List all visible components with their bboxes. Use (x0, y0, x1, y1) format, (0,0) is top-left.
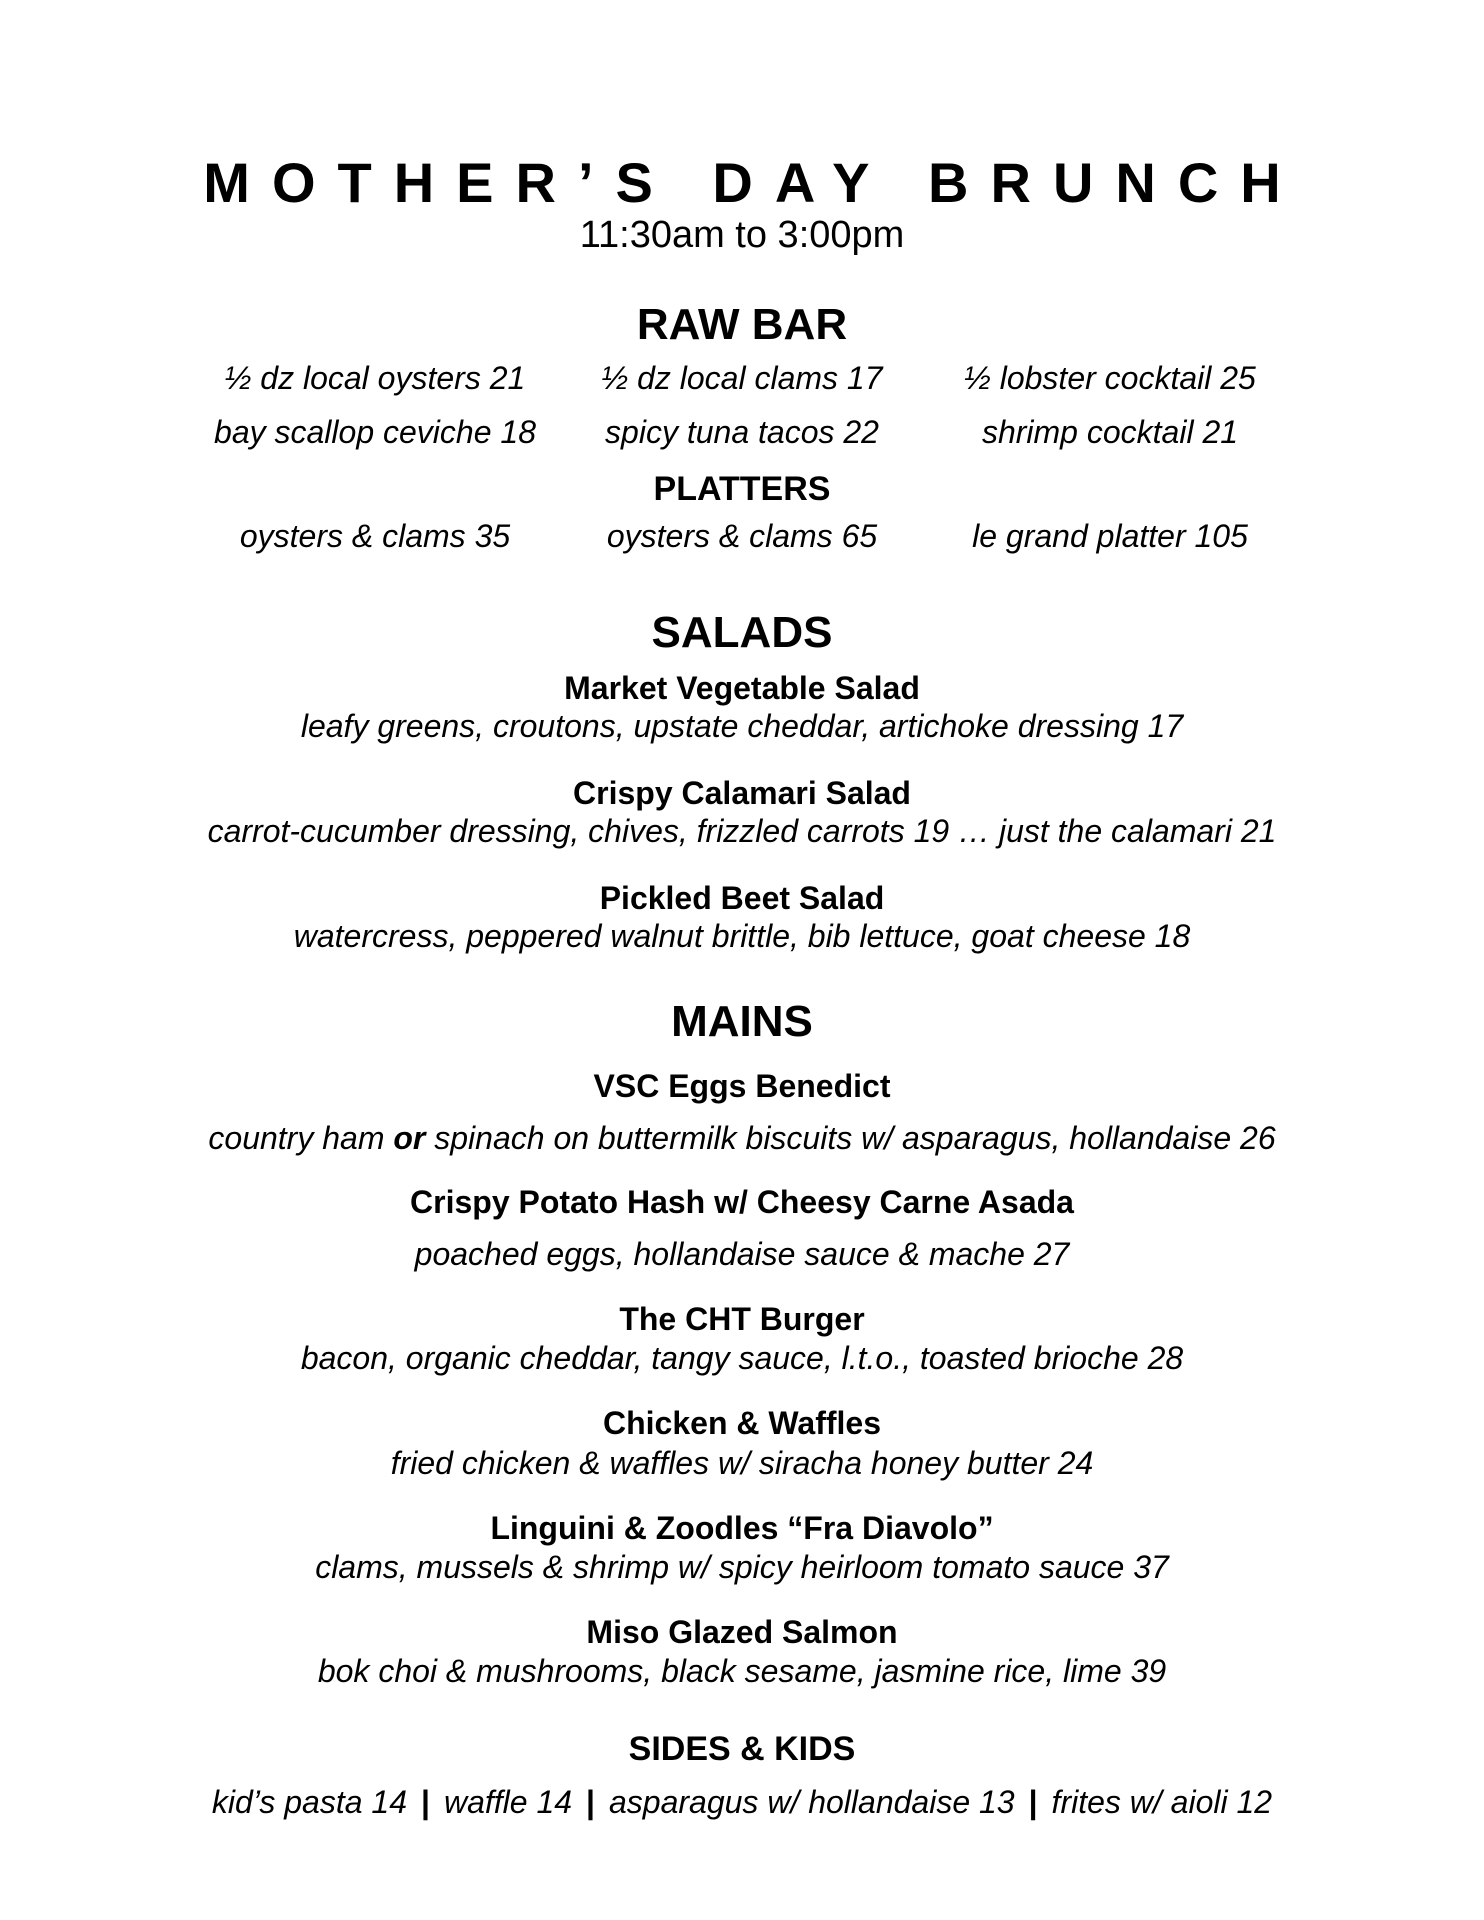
salad-name: Pickled Beet Salad (599, 880, 885, 916)
platter-item: oysters & clams 35 (239, 518, 511, 554)
main-name: The CHT Burger (619, 1301, 865, 1337)
menu-hours: 11:30am to 3:00pm (579, 214, 905, 256)
platters-row (0, 518, 1484, 558)
salad-name: Market Vegetable Salad (564, 670, 920, 706)
platter-item: le grand platter 105 (972, 518, 1248, 554)
benedict-desc-part: spinach on buttermilk biscuits w/ asparagus, hollandaise 26 (425, 1120, 1276, 1156)
raw-bar-row (0, 414, 1484, 454)
raw-bar-item: shrimp cocktail 21 (981, 414, 1239, 450)
salad-description: carrot-cucumber dressing, chives, frizzled carrots 19 … just the calamari 21 (207, 813, 1277, 849)
salad-description: leafy greens, croutons, upstate cheddar, artichoke dressing 17 (300, 708, 1184, 744)
side-item: frites w/ aioli 12 (1051, 1784, 1273, 1820)
sides-line (0, 1784, 1484, 1821)
main-name: Crispy Potato Hash w/ Cheesy Carne Asada (410, 1184, 1074, 1220)
raw-bar-item: ½ lobster cocktail 25 (964, 360, 1256, 396)
benedict-desc-or: or (393, 1120, 426, 1156)
separator-bar: | (586, 1784, 595, 1820)
raw-bar-row (0, 360, 1484, 400)
sides-heading: SIDES & KIDS (628, 1730, 856, 1768)
raw-bar-item: ½ dz local clams 17 (601, 360, 883, 396)
main-description: bacon, organic cheddar, tangy sauce, l.t.o., toasted brioche 28 (300, 1340, 1184, 1376)
main-name: Chicken & Waffles (603, 1405, 881, 1441)
salads-heading: SALADS (651, 608, 833, 657)
salad-description: watercress, peppered walnut brittle, bib lettuce, goat cheese 18 (293, 918, 1191, 954)
side-item: asparagus w/ hollandaise 13 (608, 1784, 1015, 1820)
separator-bar: | (1028, 1784, 1038, 1820)
main-description: clams, mussels & shrimp w/ spicy heirloom tomato sauce 37 (315, 1549, 1169, 1585)
benedict-desc-part: country ham (208, 1120, 394, 1156)
raw-bar-item: bay scallop ceviche 18 (214, 414, 536, 450)
separator-bar: | (421, 1784, 430, 1820)
platter-item: oysters & clams 65 (606, 518, 878, 554)
raw-bar-item: ½ dz local oysters 21 (224, 360, 526, 396)
mains-heading: MAINS (671, 997, 813, 1046)
raw-bar-item: spicy tuna tacos 22 (605, 414, 879, 450)
raw-bar-heading: RAW BAR (636, 300, 848, 349)
menu-title: MOTHER’S DAY BRUNCH (203, 151, 1303, 214)
side-item: waffle 14 (443, 1784, 573, 1820)
main-description: fried chicken & waffles w/ siracha honey butter 24 (390, 1445, 1094, 1481)
main-name: Miso Glazed Salmon (586, 1614, 898, 1650)
platters-heading: PLATTERS (653, 470, 831, 508)
main-description: bok choi & mushrooms, black sesame, jasmine rice, lime 39 (317, 1653, 1167, 1689)
side-item: kid’s pasta 14 (211, 1784, 407, 1820)
main-name: VSC Eggs Benedict (593, 1068, 891, 1104)
salad-name: Crispy Calamari Salad (573, 775, 911, 811)
main-name: Linguini & Zoodles “Fra Diavolo” (490, 1510, 994, 1546)
main-description (0, 1120, 1484, 1157)
main-description: poached eggs, hollandaise sauce & mache 27 (414, 1236, 1070, 1272)
